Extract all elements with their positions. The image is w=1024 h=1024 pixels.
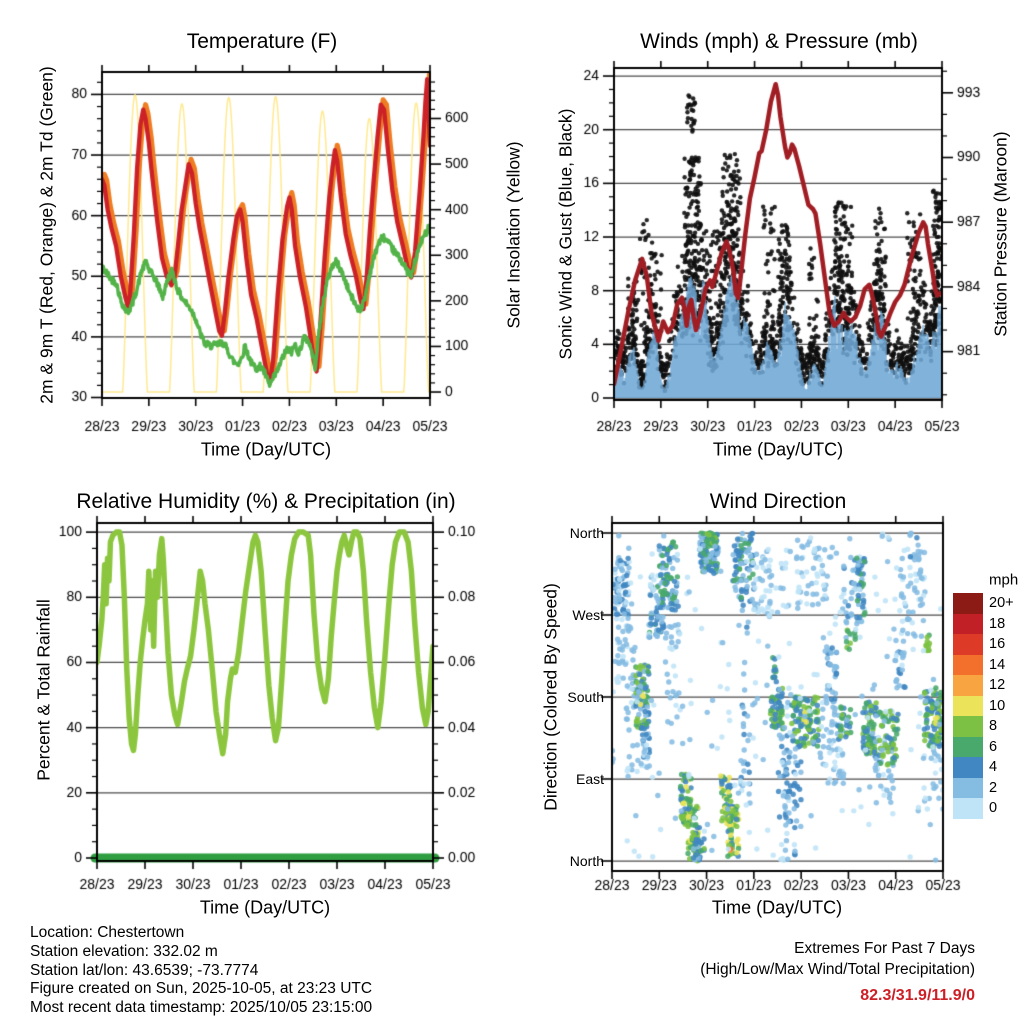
- extremes-block: [700, 938, 975, 1006]
- footer-latlon: Station lat/lon: 43.6539; -73.7774: [30, 961, 259, 979]
- colorbar-segment: [953, 798, 983, 819]
- direction-tick-north-bottom: North: [569, 853, 604, 869]
- extremes-values: 82.3/31.9/11.9/0: [860, 987, 975, 1004]
- xaxis-label-wind-direction: Time (Day/UTC): [711, 897, 843, 918]
- direction-tick-south: South: [567, 689, 604, 705]
- colorbar-segment: [953, 716, 983, 737]
- footer-location: Location: Chestertown: [30, 924, 185, 941]
- extremes-subtitle: (High/Low/Max Wind/Total Precipitation): [700, 961, 975, 978]
- colorbar-segment: [953, 696, 983, 717]
- footer-created: Figure created on Sun, 2025-10-05, at 23:23 UTC: [30, 980, 373, 998]
- colorbar-label: 18: [989, 615, 1006, 632]
- colorbar-segment: [953, 614, 983, 635]
- colorbar-segment: [953, 737, 983, 758]
- colorbar-label: 16: [989, 636, 1006, 652]
- colorbar-label: 8: [989, 718, 998, 734]
- direction-tick-north-top: North: [569, 525, 604, 541]
- colorbar-title: mph: [989, 571, 1019, 589]
- axis-label-temp-left: 2m & 9m T (Red, Orange) & 2m Td (Green): [36, 66, 57, 404]
- axis-label-pressure-right: Station Pressure (Maroon): [990, 131, 1011, 337]
- direction-tick-east: East: [575, 771, 604, 787]
- speed-colorbar: [953, 593, 983, 819]
- colorbar-segment: [953, 757, 983, 778]
- colorbar-segment: [953, 675, 983, 696]
- footer-data-timestamp: Most recent data timestamp: 2025/10/05 23:15:00: [30, 999, 373, 1017]
- footer-elevation: Station elevation: 332.02 m: [30, 942, 218, 960]
- axis-label-humidity-left: Percent & Total Rainfall: [33, 599, 54, 781]
- colorbar-label: 20+: [989, 595, 1014, 611]
- colorbar-segment: [953, 593, 983, 614]
- xaxis-label-humidity: Time (Day/UTC): [199, 897, 331, 918]
- colorbar-label: 12: [989, 677, 1006, 693]
- colorbar-label: 0: [989, 800, 998, 816]
- chart-title-wind-direction: Wind Direction: [709, 490, 847, 513]
- colorbar-label: 6: [989, 738, 998, 755]
- speed-colorbar-labels: [989, 593, 1014, 819]
- axis-label-solar-right: Solar Insolation (Yellow): [503, 141, 524, 329]
- xaxis-label-temperature: Time (Day/UTC): [200, 439, 332, 460]
- axis-label-direction-left: Direction (Colored By Speed): [540, 583, 561, 811]
- colorbar-label: 2: [989, 779, 998, 796]
- direction-tick-west: West: [572, 607, 604, 623]
- chart-title-winds-pressure: Winds (mph) & Pressure (mb): [640, 30, 918, 53]
- station-footer: [30, 924, 372, 1018]
- colorbar-segment: [953, 634, 983, 655]
- chart-title-temperature: Temperature (F): [186, 30, 338, 53]
- colorbar-segment: [953, 655, 983, 676]
- colorbar-label: 14: [989, 656, 1006, 673]
- colorbar-label: 10: [989, 697, 1006, 714]
- xaxis-label-winds: Time (Day/UTC): [712, 439, 844, 460]
- axis-label-wind-left: Sonic Wind & Gust (Blue, Black): [555, 108, 576, 360]
- extremes-title: Extremes For Past 7 Days: [794, 940, 975, 957]
- chart-title-humidity: Relative Humidity (%) & Precipitation (in): [76, 490, 456, 513]
- colorbar-segment: [953, 778, 983, 799]
- colorbar-label: 4: [989, 759, 998, 775]
